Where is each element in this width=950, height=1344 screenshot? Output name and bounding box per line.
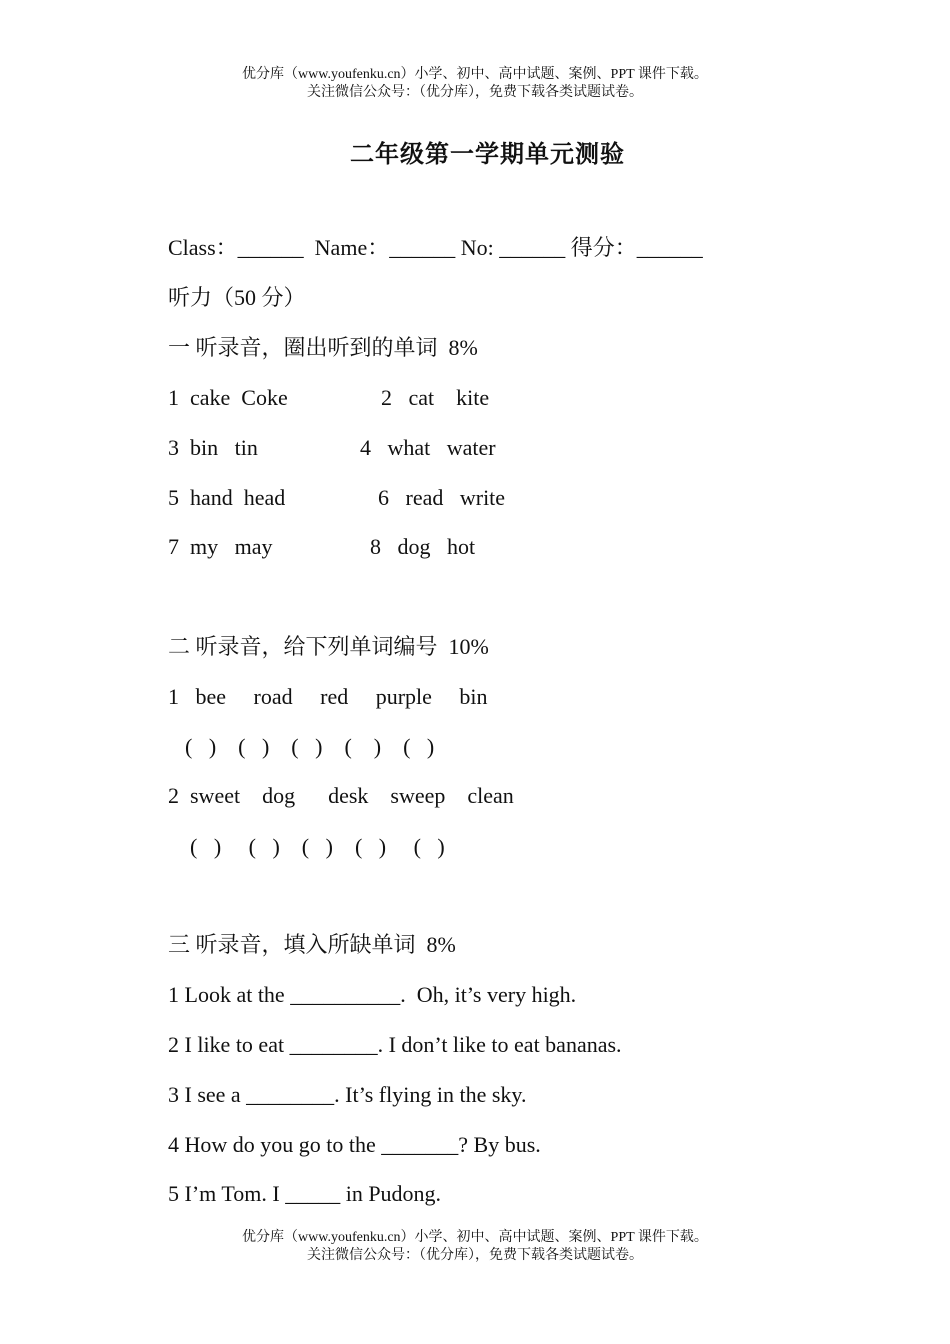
section2-heading: 二 听录音，给下列单词编号 10% (168, 634, 489, 659)
section1-item: 3 bin tin (168, 435, 258, 460)
page-header (0, 66, 950, 102)
footer-line-1: 优分库（www.youfenku.cn）小学、初中、高中试题、案例、PPT 课件下载。 (242, 1230, 708, 1245)
header-line-1: 优分库（www.youfenku.cn）小学、初中、高中试题、案例、PPT 课件下载。 (242, 67, 708, 82)
section3-item: 3 I see a ________. It’s flying in the sky. (168, 1082, 527, 1107)
section3-item: 4 How do you go to the _______? By bus. (168, 1132, 541, 1157)
section1-item: 4 what water (360, 435, 496, 460)
section2-row2-words: 2 sweet dog desk sweep clean (168, 783, 514, 808)
section2-row1-brackets: ( ) ( ) ( ) ( ) ( ) (185, 734, 435, 759)
section3-item: 2 I like to eat ________. I don’t like to eat bananas. (168, 1032, 622, 1057)
section1-item: 7 my may (168, 534, 273, 559)
section1-item: 1 cake Coke (168, 385, 288, 410)
section3-item: 5 I’m Tom. I _____ in Pudong. (168, 1181, 442, 1206)
page-footer (0, 1229, 950, 1265)
student-info-line: Class：______ Name：______ No: ______ 得分：______ (168, 235, 703, 260)
section2-row2-brackets: ( ) ( ) ( ) ( ) ( ) (190, 834, 445, 859)
section1-item: 8 dog hot (370, 534, 476, 559)
section1-item: 6 read write (378, 485, 506, 510)
section3-item: 1 Look at the __________. Oh, it’s very high. (168, 982, 577, 1007)
header-line-2: 关注微信公众号：（优分库），免费下载各类试题试卷。 (307, 85, 643, 100)
section1-item: 2 cat kite (381, 385, 490, 410)
section1-item: 5 hand head (168, 485, 286, 510)
listening-heading: 听力（50 分） (168, 285, 306, 310)
footer-line-2: 关注微信公众号：（优分库），免费下载各类试题试卷。 (307, 1248, 643, 1263)
section3-heading: 三 听录音，填入所缺单词 8% (168, 932, 456, 957)
page-title: 二年级第一学期单元测验 (350, 142, 625, 168)
section1-heading: 一 听录音，圈出听到的单词 8% (168, 335, 478, 360)
section2-row1-words: 1 bee road red purple bin (168, 684, 488, 709)
